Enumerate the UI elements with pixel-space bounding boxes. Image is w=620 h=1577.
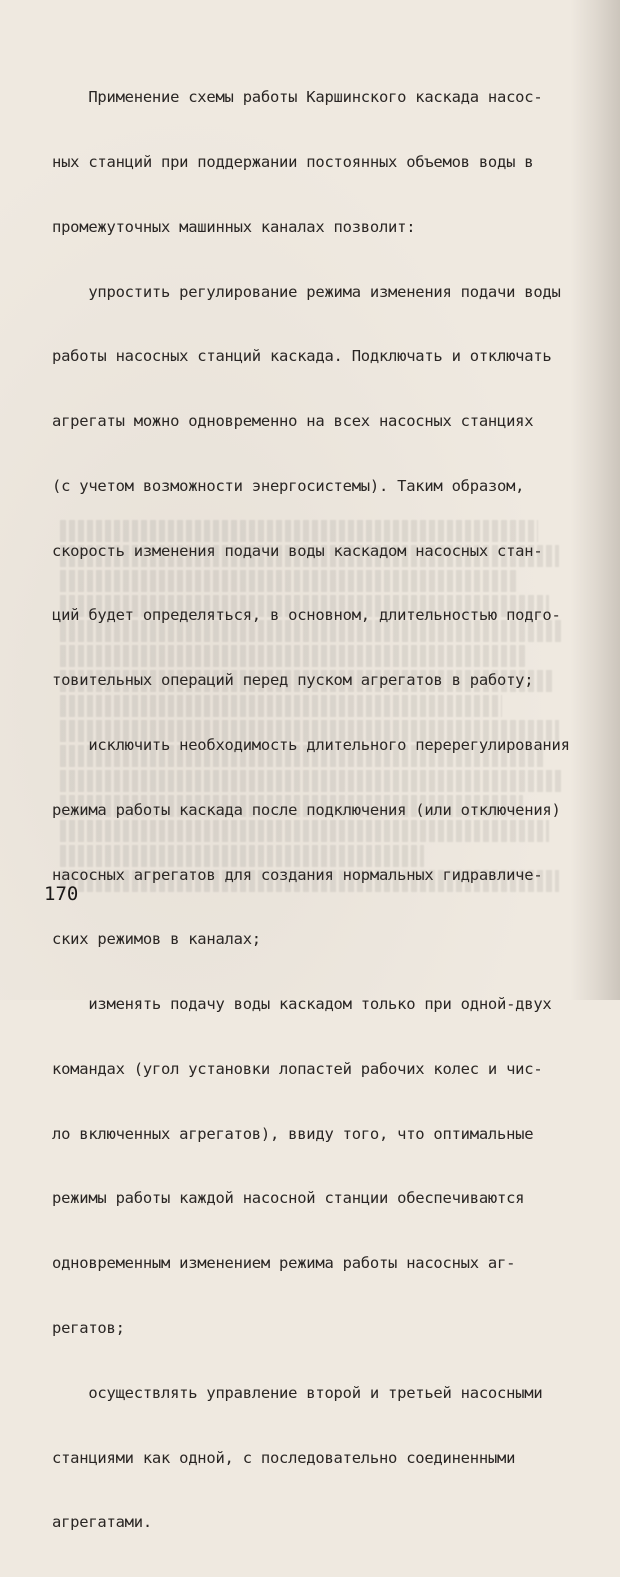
text-line: осуществлять управление второй и третьей насосными [52,1383,543,1402]
text-line: изменять подачу воды каскадом только при одной-двух [52,995,552,1014]
text-line: исключить необходимость длительного перерегулирования [52,736,570,754]
text-line: режима работы каскада после подключения (или отключения) [52,800,561,819]
text-line: ло включенных агрегатов), ввиду того, что оптимальные [52,1124,534,1143]
text-line: товительных операций перед пуском агрегатов в работу; [52,671,534,690]
text-line: упростить регулирование режима изменения подачи воды [52,282,561,301]
text-line: Применение схемы работы Каршинского каскада насос- [52,88,543,107]
text-line: командах (угол установки лопастей рабочих колес и чис- [52,1059,543,1078]
text-line: одновременным изменением режима работы насосных аг- [52,1254,516,1273]
body-text [52,44,592,1577]
text-line: агрегаты можно одновременно на всех насосных станциях [52,412,534,431]
text-line: ских режимов в каналах; [52,930,261,949]
text-line: режимы работы каждой насосной станции обеспечиваются [52,1189,525,1208]
page-number: 170 [44,883,79,905]
text-line: агрегатами. [52,1513,152,1532]
text-line: промежуточных машинных каналах позволит: [52,217,416,236]
text-line: регатов; [52,1319,125,1338]
text-line: насосных агрегатов для создания нормальных гидравличе- [52,865,543,884]
text-line: скорость изменения подачи воды каскадом насосных стан- [52,541,543,560]
text-line: ций будет определяться, в основном, длительностью подго- [52,606,561,625]
text-line: работы насосных станций каскада. Подключать и отключать [52,347,552,366]
text-line: (с учетом возможности энергосистемы). Таким образом, [52,476,525,495]
text-line: ных станций при поддержании постоянных объемов воды в [52,152,534,171]
paragraph [52,44,592,1577]
text-line: станциями как одной, с последовательно соединенными [52,1448,516,1467]
